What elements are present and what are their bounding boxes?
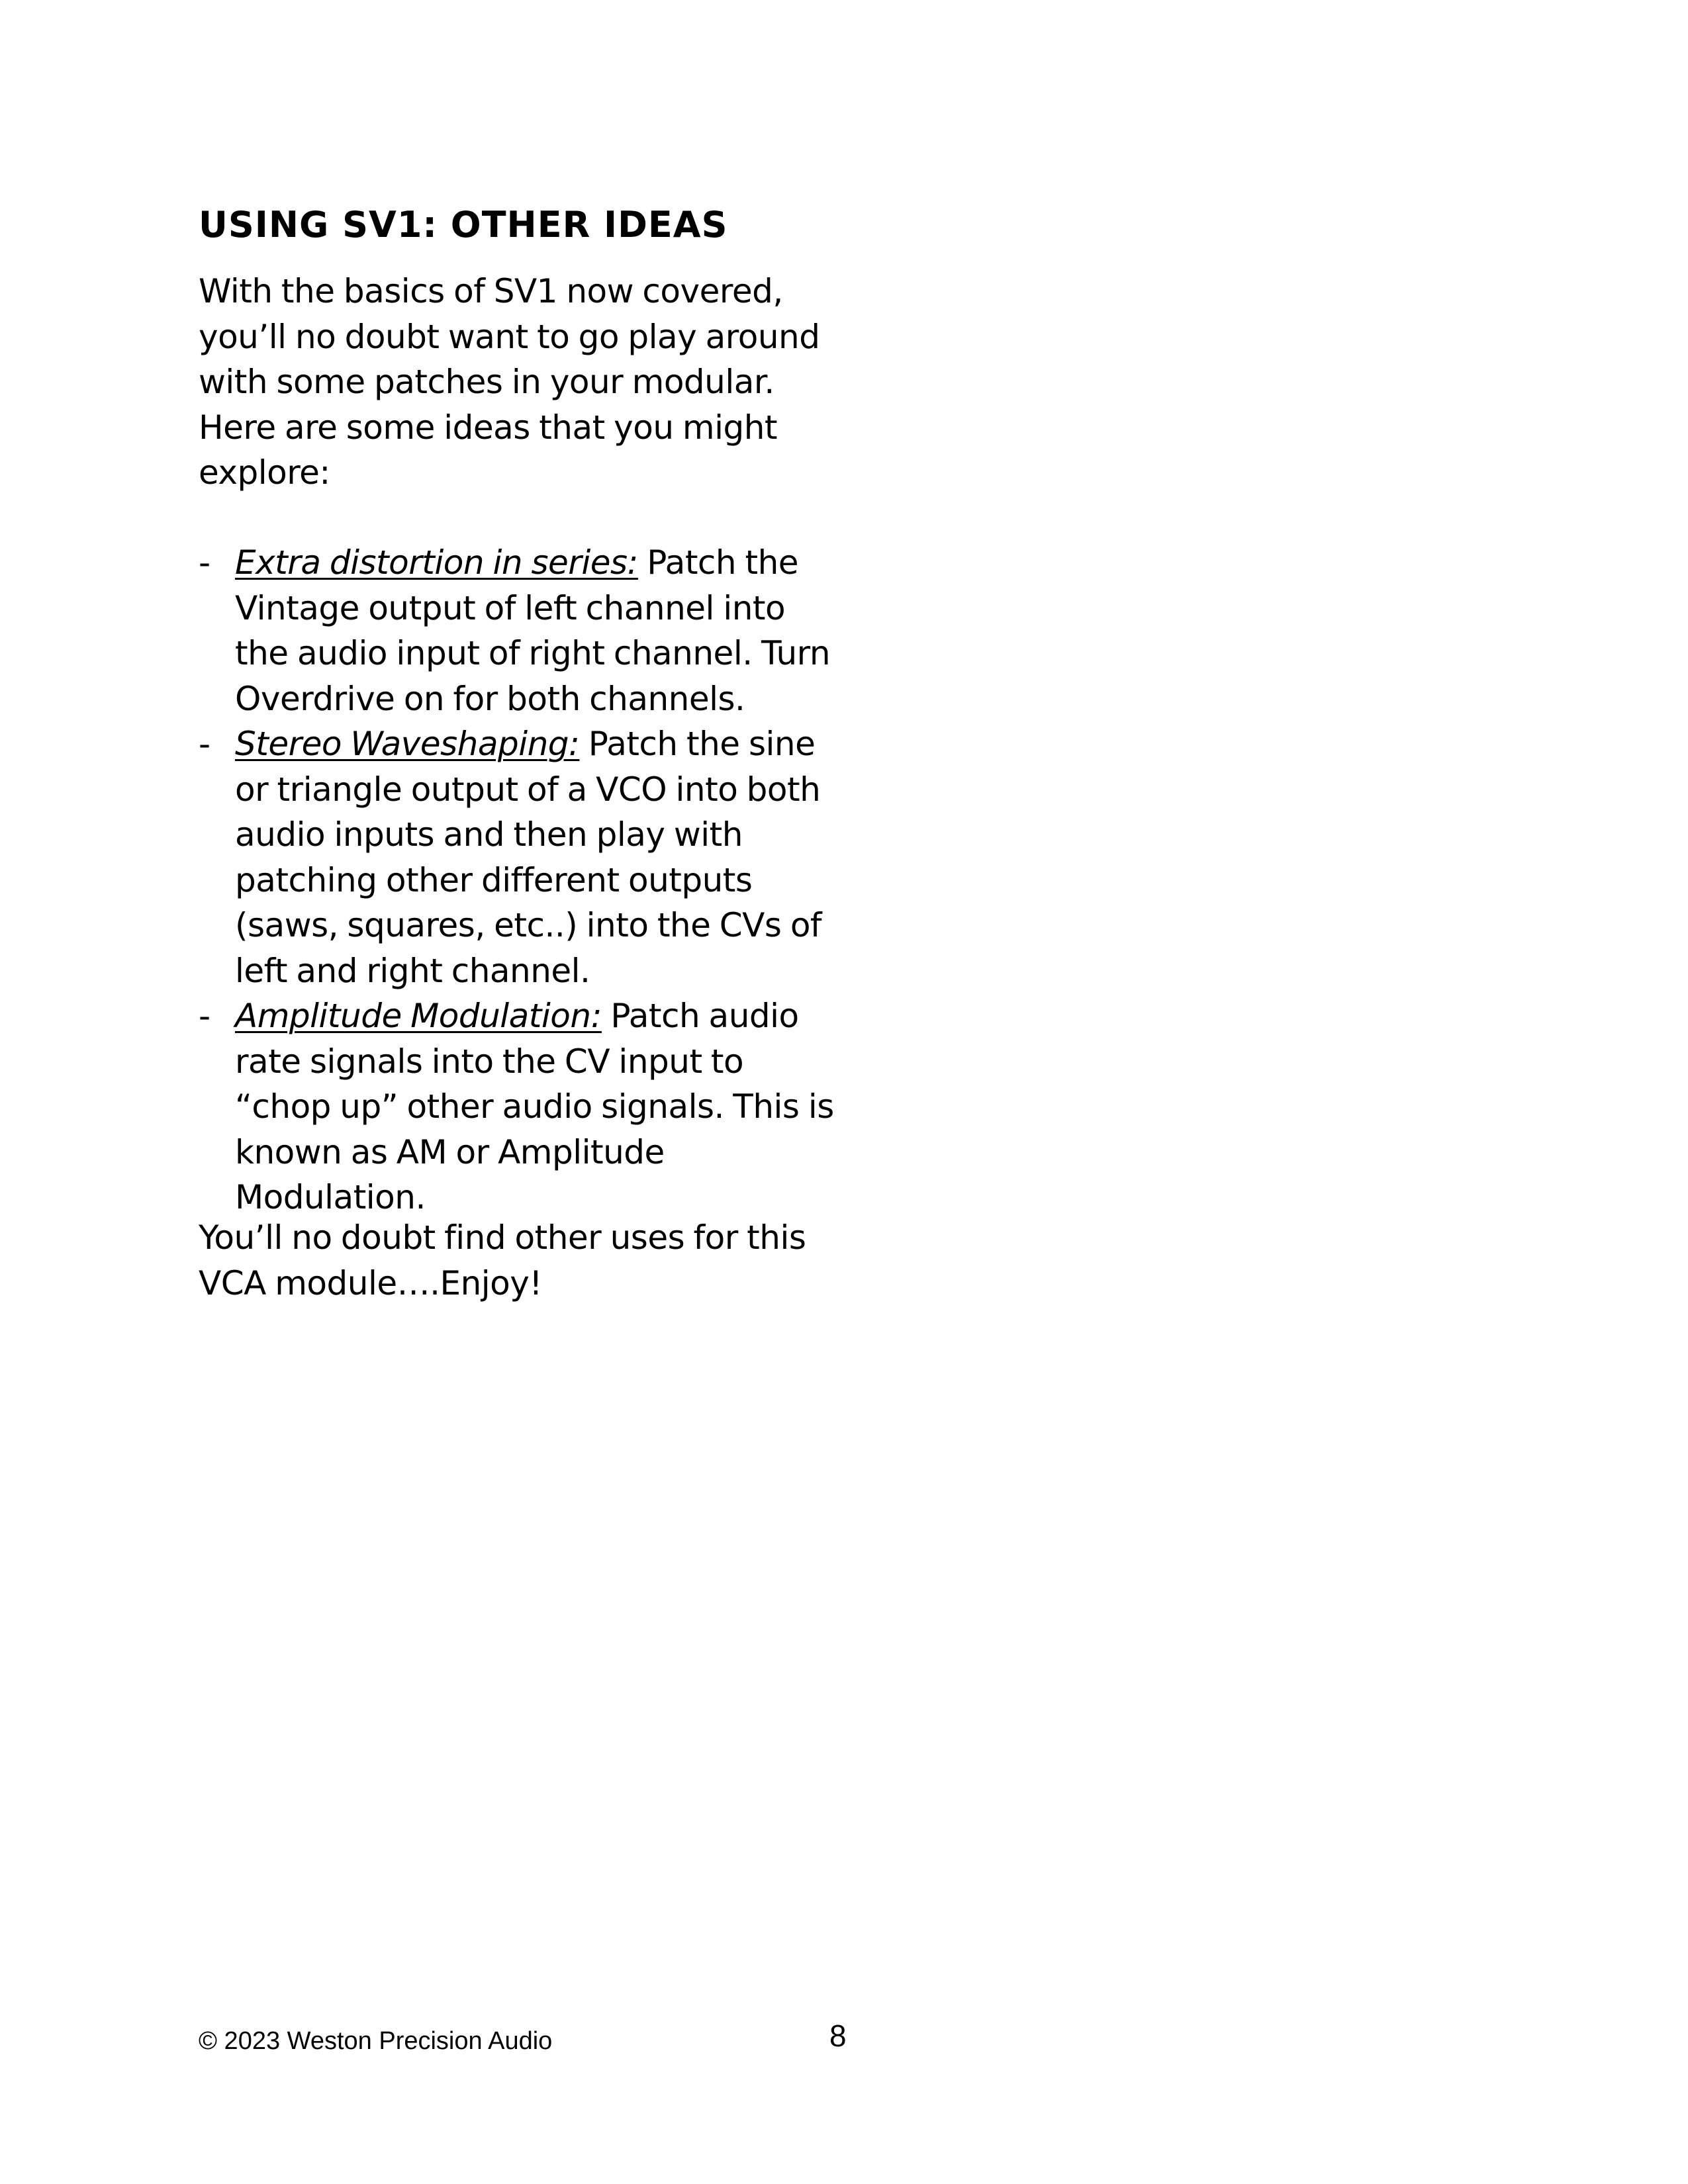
idea-title: Stereo Waveshaping: xyxy=(235,725,580,763)
footer-copyright: © 2023 Weston Precision Audio xyxy=(199,2027,553,2055)
page-number: 8 xyxy=(829,2019,847,2053)
closing-paragraph: You’ll no doubt find other uses for this VCA module….Enjoy! xyxy=(199,1218,806,1302)
list-bullet: - xyxy=(199,725,211,763)
ideas-list xyxy=(199,540,834,1220)
section-heading: USING SV1: OTHER IDEAS xyxy=(199,204,728,246)
list-bullet: - xyxy=(199,997,211,1035)
list-bullet: - xyxy=(199,543,211,582)
idea-item-amplitude-modulation xyxy=(199,993,834,1220)
idea-description: Patch audio rate signals into the CV input to “chop up” other audio signals. This is known as AM or Amplitude Modulation. xyxy=(235,997,834,1216)
idea-description: Patch the sine or triangle output of a VCO into both audio inputs and then play with patching other different outputs (saws, squares, etc..) into the CVs of left and right channel. xyxy=(235,725,822,990)
idea-title: Extra distortion in series: xyxy=(235,543,638,582)
idea-description: Patch the Vintage output of left channel into the audio input of right channel. Turn Overdrive on for both channels. xyxy=(235,543,831,718)
idea-title: Amplitude Modulation: xyxy=(235,997,602,1035)
idea-item-extra-distortion xyxy=(199,540,834,721)
intro-paragraph: With the basics of SV1 now covered, you’ll no doubt want to go play around with some patches in your modular. Here are some ideas that you might explore: xyxy=(199,272,820,492)
idea-item-stereo-waveshaping xyxy=(199,721,834,993)
